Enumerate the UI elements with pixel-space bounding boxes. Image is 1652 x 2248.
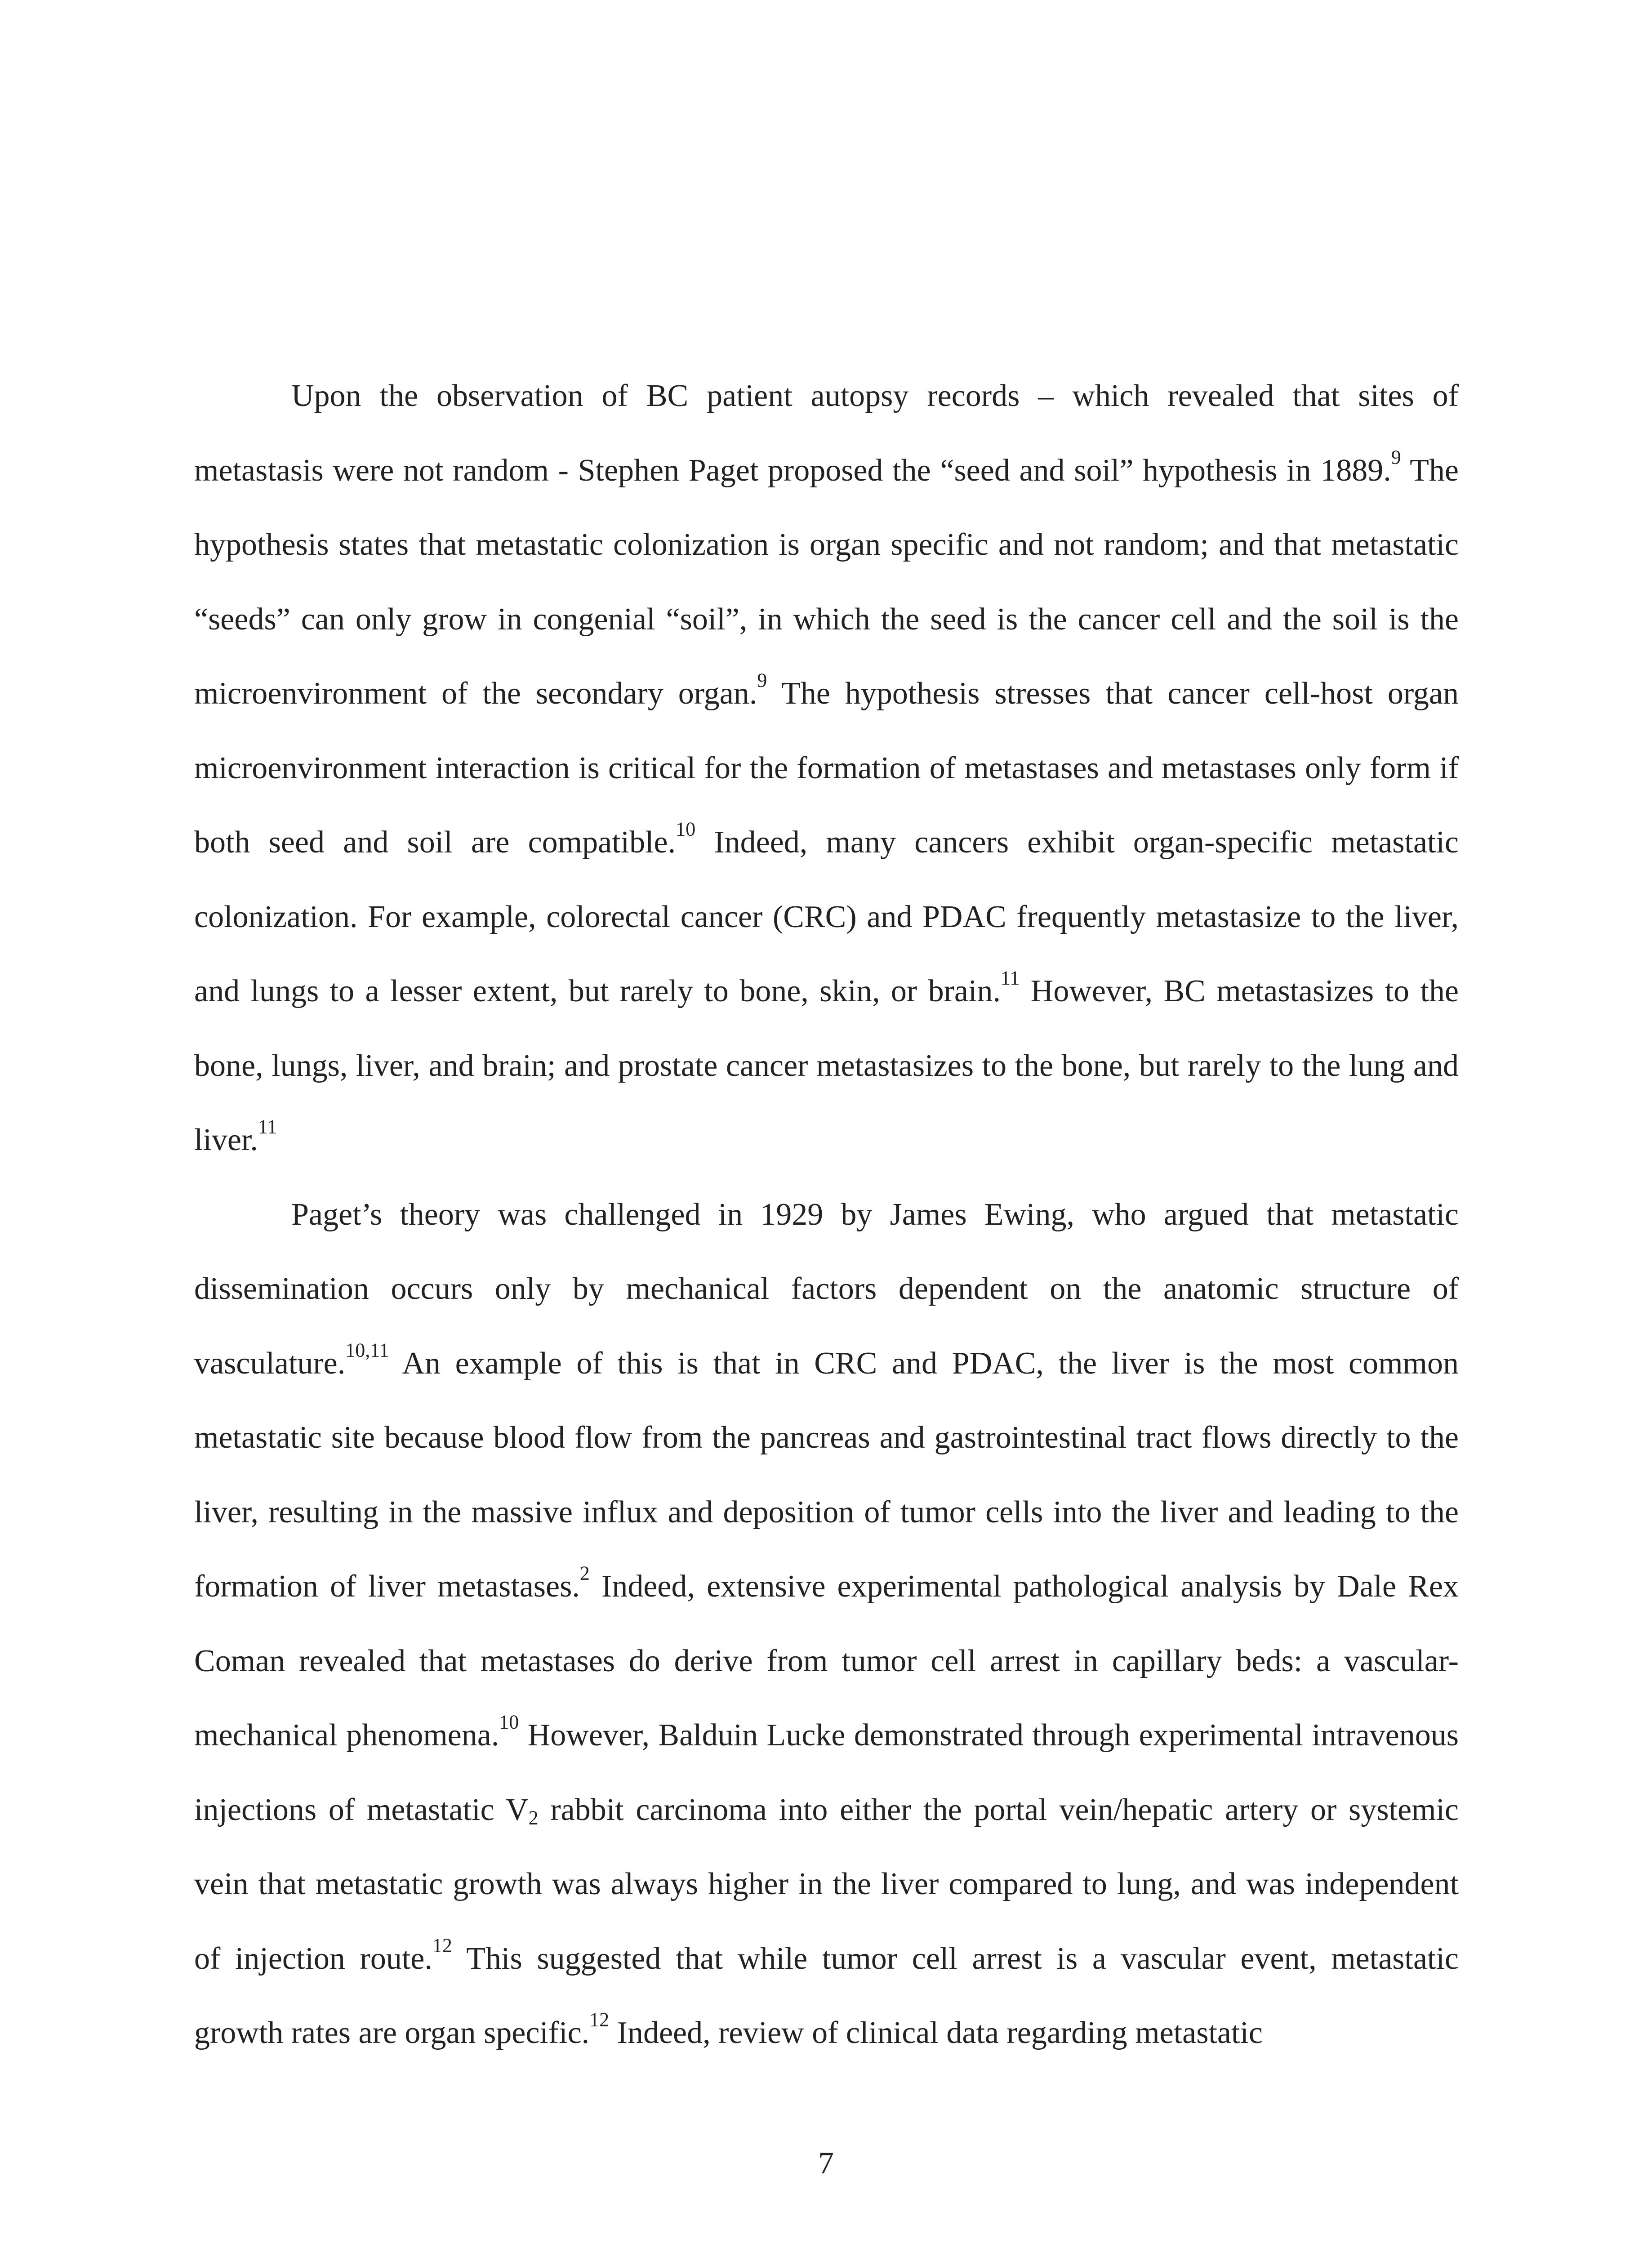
citation-superscript: 9 bbox=[1391, 446, 1401, 468]
text-run: The hypothesis stresses that cancer cell-host organ microenvironment interaction is critical for the formation of metastases and metastases only form if both seed and soil are compatible. bbox=[194, 676, 1459, 860]
page-number: 7 bbox=[818, 2146, 834, 2181]
citation-superscript: 10 bbox=[676, 818, 696, 840]
body-paragraph bbox=[194, 359, 1459, 1178]
text-run: Indeed, review of clinical data regarding metastatic bbox=[609, 2016, 1263, 2050]
text-run: However, BC metastasizes to the bone, lungs, liver, and brain; and prostate cancer metastasizes to the bone, but rarely to the lung and liver. bbox=[194, 974, 1459, 1157]
text-run: Paget’s theory was challenged in 1929 by James Ewing, who argued that metastatic dissemination occurs only by mechanical factors dependent on the anatomic structure of vasculature. bbox=[194, 1197, 1459, 1381]
text-run: Indeed, extensive experimental pathological analysis by Dale Rex Coman revealed that metastases do derive from tumor cell arrest in capillary beds: a vascular-mechanical phenomena. bbox=[194, 1569, 1459, 1753]
body-text bbox=[194, 359, 1459, 2070]
body-paragraph bbox=[194, 1178, 1459, 2070]
citation-superscript: 11 bbox=[1000, 967, 1020, 989]
text-run: The hypothesis states that metastatic colonization is organ specific and not random; and that metastatic “seeds” can only grow in congenial “soil”, in which the seed is the cancer cell and the soil is the microenvironment of the secondary organ. bbox=[194, 453, 1459, 711]
citation-superscript: 12 bbox=[432, 1934, 452, 1957]
citation-superscript: 9 bbox=[757, 669, 767, 691]
text-run: rabbit carcinoma into either the portal vein/hepatic artery or systemic vein that metastatic growth was always higher in the liver compared to lung, and was independent of injection route. bbox=[194, 1792, 1459, 1976]
citation-superscript: 2 bbox=[579, 1562, 590, 1584]
text-run: However, Balduin Lucke demonstrated through experimental intravenous injections of metastatic V bbox=[194, 1718, 1459, 1827]
text-run: Upon the observation of BC patient autopsy records – which revealed that sites of metastasis were not random - Stephen Paget proposed the “seed and soil” hypothesis in 1889. bbox=[194, 379, 1459, 488]
text-run: Indeed, many cancers exhibit organ-specific metastatic colonization. For example, colorectal cancer (CRC) and PDAC frequently metastasize to the liver, and lungs to a lesser extent, but rarely to bone, skin, or brain. bbox=[194, 825, 1459, 1008]
citation-superscript: 12 bbox=[589, 2008, 610, 2031]
citation-superscript: 10,11 bbox=[345, 1339, 389, 1361]
citation-superscript: 11 bbox=[258, 1115, 277, 1138]
citation-superscript: 10 bbox=[499, 1711, 519, 1733]
subscript: 2 bbox=[528, 1806, 539, 1829]
text-run: An example of this is that in CRC and PDAC, the liver is the most common metastatic site because blood flow from the pancreas and gastrointestinal tract flows directly to the liver, resulting in the massive influx and deposition of tumor cells into the liver and leading to the formation of liver metastases. bbox=[194, 1346, 1459, 1604]
text-run: This suggested that while tumor cell arrest is a vascular event, metastatic growth rates are organ specific. bbox=[194, 1941, 1459, 2050]
